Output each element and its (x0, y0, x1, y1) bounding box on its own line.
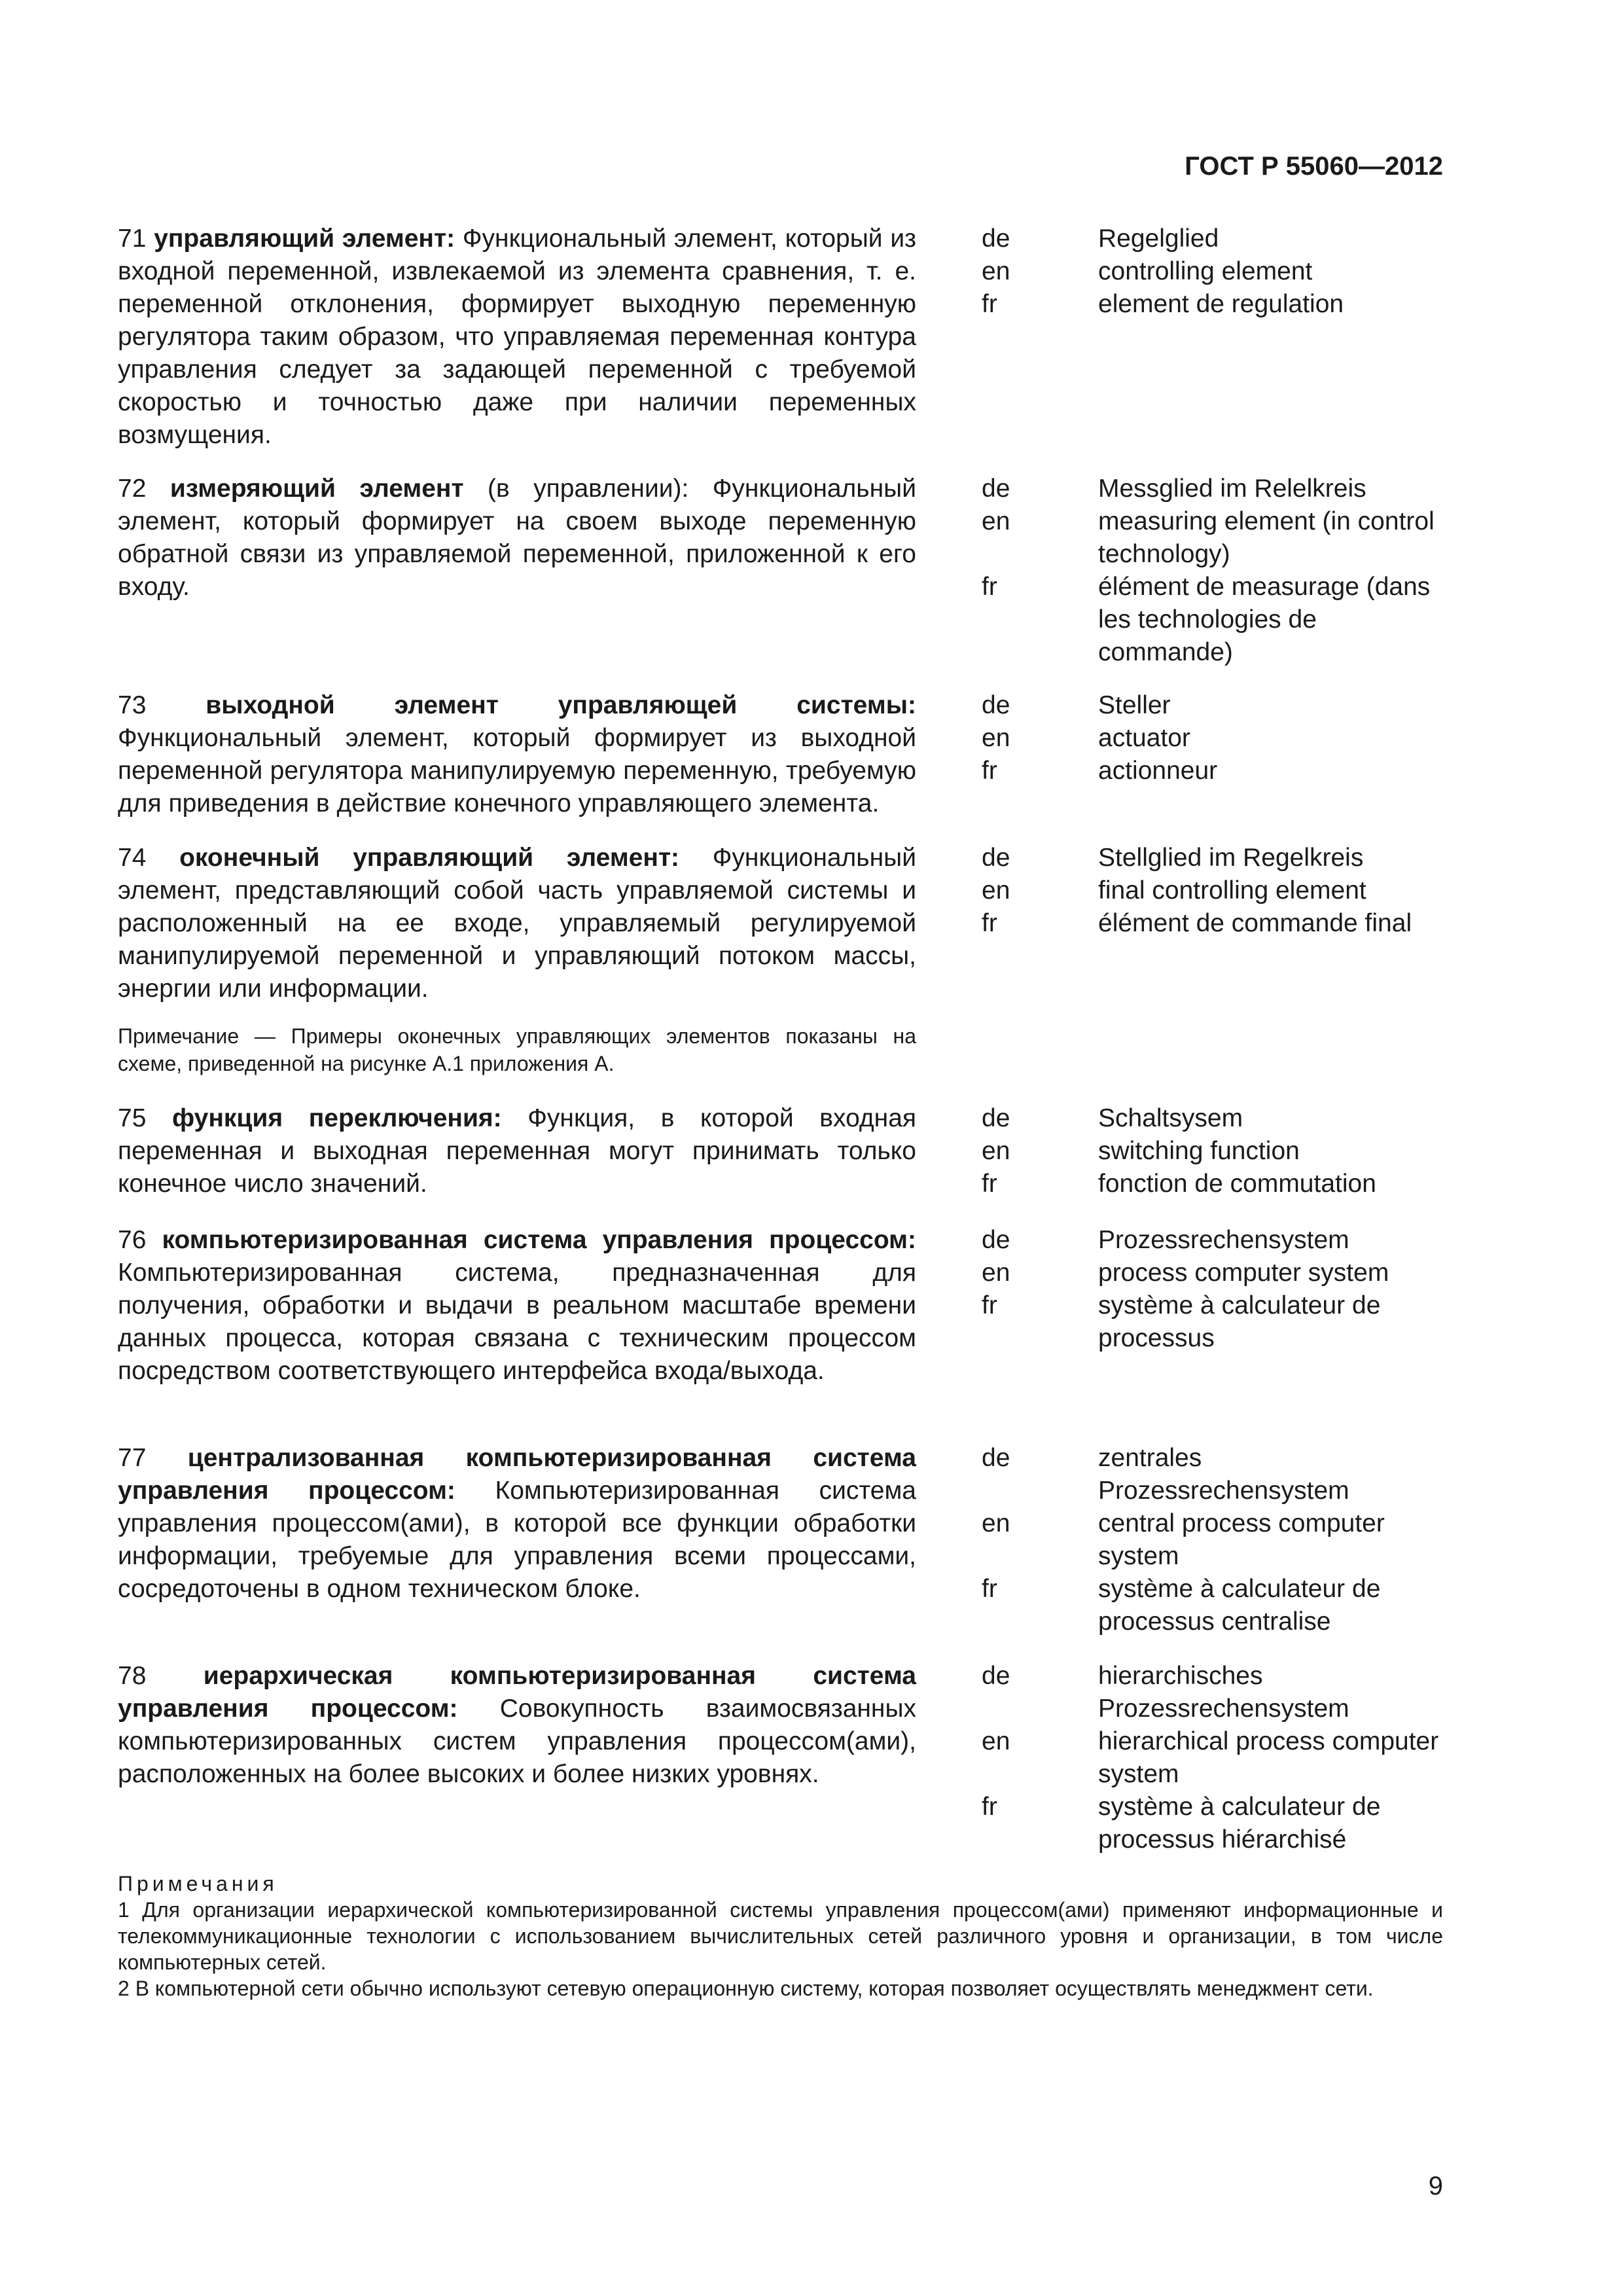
entry-number: 73 (118, 691, 147, 719)
note-item-2: 2 В компьютерной сети обычно используют сетевую операционную систему, которая позволяет осуществлять менеджмент сети. (118, 1977, 1374, 2000)
translation-de: de Stellglied im Regelkreis (982, 844, 1364, 872)
entry-number: 78 (118, 1662, 147, 1690)
definition (118, 1102, 916, 1200)
translation-de: de Prozessrechensystem (982, 1226, 1349, 1254)
translations (982, 689, 1440, 787)
definition-text: Совокупность взаимосвязанных компьютеризированных систем управления процессом(ами), расположенных на более высоких и более низких уровнях. (118, 1695, 916, 1788)
definition-text: Функциональный элемент, который из входной переменной, извлекаемой из элемента сравнения, т. е. переменной отклонения, формирует выходную переменную регулятора таким образом, что управляемая переменная контура управления следует за задающей переменной с требуемой скоростью и точностью даже при наличии переменных возмущения. (118, 224, 917, 449)
definition (118, 473, 916, 603)
translation-fr: fr actionneur (982, 757, 1218, 785)
translations (982, 1660, 1440, 1856)
translations (982, 1102, 1440, 1200)
entry-number: 72 (118, 475, 147, 503)
translation-fr: fr système à calculateur de processus centralise (982, 1575, 1381, 1636)
translation-de: de Steller (982, 691, 1171, 719)
translation-en: en switching function (982, 1137, 1300, 1165)
translation-fr: fr système à calculateur de processus hiérarchisé (982, 1793, 1381, 1854)
translation-en: en controlling element (982, 257, 1313, 285)
term-name: централизованная компьютеризированная система управления процессом: (118, 1444, 916, 1505)
translation-en: en measuring element (in control technology) (982, 507, 1435, 568)
translation-fr: fr element de regulation (982, 290, 1344, 318)
translations (982, 1224, 1440, 1355)
term-name: измеряющий элемент (169, 475, 464, 503)
notes-block (118, 1871, 1443, 2001)
definition (118, 1224, 916, 1388)
translation-de: de hierarchisches Prozessrechensystem (982, 1662, 1349, 1723)
translation-en: en hierarchical process computer system (982, 1727, 1439, 1788)
translations (982, 223, 1440, 321)
translation-de: de Messglied im Relelkreis (982, 475, 1366, 503)
definition-text: Компьютеризированная система управления процессом(ами), в которой все функции обработки информации, требуемые для управления всеми процессами, сосредоточены в одном техническом блоке. (118, 1477, 916, 1603)
term-name: иерархическая компьютеризированная система управления процессом: (118, 1662, 916, 1723)
translation-en: en final controlling element (982, 876, 1366, 905)
definition (118, 1660, 916, 1791)
definition (118, 842, 916, 1005)
translation-fr: fr système à calculateur de processus (982, 1291, 1381, 1352)
definition-text: Функциональный элемент, представляющий собой часть управляемой системы и расположенный на ее входе, управляемый регулируемой манипулируемой переменной и управляющий потоком массы, энергии или информации. (118, 844, 916, 1003)
translations (982, 473, 1440, 669)
definition-text: (в управлении): Функциональный элемент, который формирует на своем выходе переменную обратной связи из управляемой переменной, приложенной к его входу. (118, 475, 916, 601)
notes-heading: Примечания (118, 1872, 278, 1895)
definition (118, 689, 916, 820)
entry-number: 76 (118, 1226, 147, 1254)
translation-de: de Regelglied (982, 224, 1219, 253)
entry-number: 77 (118, 1444, 147, 1472)
translation-fr: fr fonction de commutation (982, 1170, 1376, 1198)
note-74: Примечание — Примеры оконечных управляющих элементов показаны на схеме, приведенной на рисунке А.1 приложения А. (118, 1024, 916, 1075)
entry-number: 75 (118, 1104, 147, 1132)
translation-fr: fr élément de measurage (dans les technologies de commande) (982, 573, 1431, 666)
term-name: оконечный управляющий элемент: (179, 844, 680, 872)
translation-fr: fr élément de commande final (982, 909, 1412, 937)
translation-en: en actuator (982, 724, 1190, 752)
definition (118, 223, 916, 452)
translations (982, 1442, 1440, 1638)
note-item-1: 1 Для организации иерархической компьютеризированной системы управления процессом(ами) применяют информационные и телекоммуникационные технологии с использованием вычислительных сетей различного уровня и организации, в том числе компьютерных сетей. (118, 1898, 1443, 1974)
document-id: ГОСТ Р 55060—2012 (1185, 152, 1443, 181)
term-name: управляющий элемент: (154, 224, 455, 253)
definition-text: Функция, в которой входная переменная и выходная переменная могут принимать только конечное число значений. (118, 1104, 917, 1198)
term-name: выходной элемент управляющей системы: (205, 691, 916, 719)
translation-en: en process computer system (982, 1259, 1389, 1287)
definition (118, 1442, 916, 1605)
entry-number: 74 (118, 844, 147, 872)
page-number: 9 (1428, 2172, 1443, 2200)
translation-de: de Schaltsysem (982, 1104, 1243, 1132)
definition-text: Функциональный элемент, который формирует из выходной переменной регулятора манипулируемую переменную, требуемую для приведения в действие конечного управляющего элемента. (118, 724, 916, 817)
translations (982, 842, 1440, 940)
translation-de: de zentrales Prozessrechensystem (982, 1444, 1349, 1505)
entry-number: 71 (118, 224, 147, 253)
term-name: компьютеризированная система управления процессом: (162, 1226, 916, 1254)
definition-text: Компьютеризированная система, предназначенная для получения, обработки и выдачи в реальном масштабе времени данных процесса, которая связана с техническим процессом посредством соответствующего интерфейса входа/выхода. (118, 1259, 916, 1385)
translation-en: en central process computer system (982, 1509, 1385, 1570)
term-name: функция переключения: (172, 1104, 502, 1132)
